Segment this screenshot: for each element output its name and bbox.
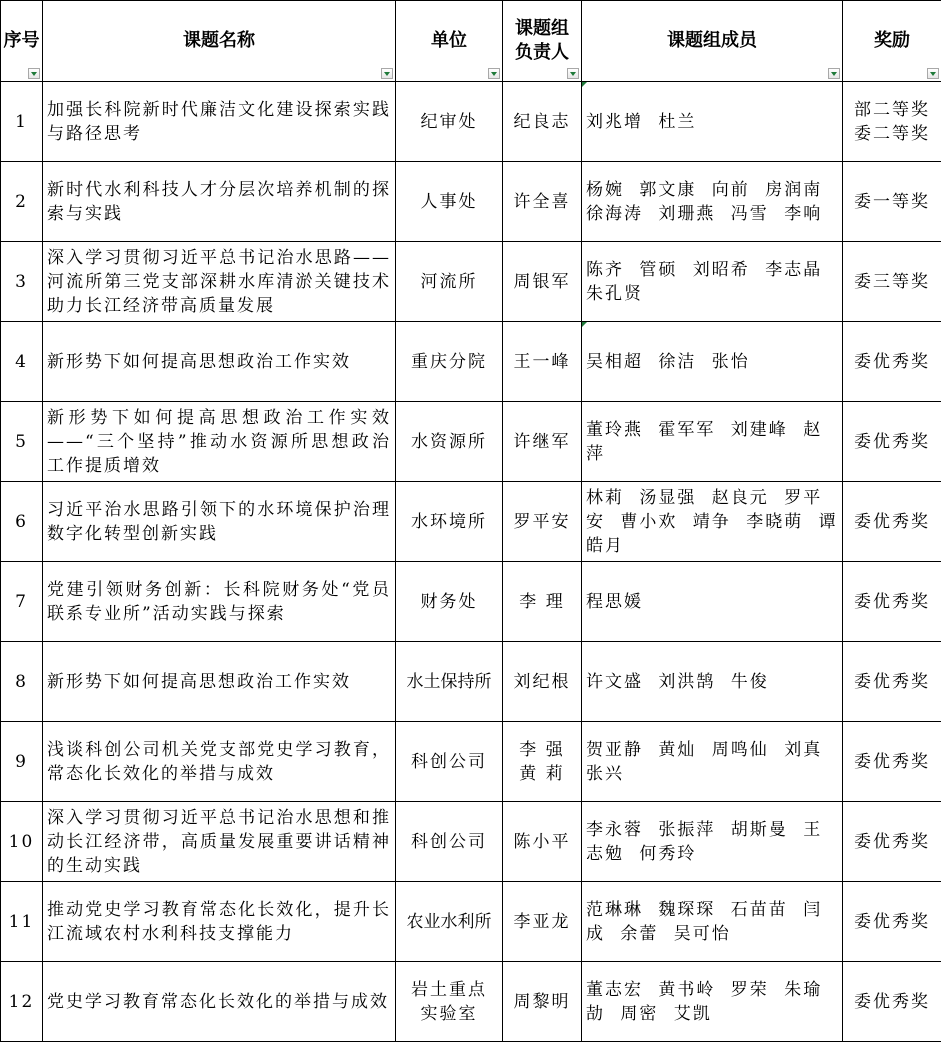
cell-award[interactable]: 委优秀奖	[843, 402, 941, 482]
cell-lead[interactable]: 王一峰	[503, 322, 582, 402]
cell-lead[interactable]: 李 强 黄 莉	[503, 722, 582, 802]
cell-no[interactable]: 11	[1, 882, 43, 962]
cell-title[interactable]: 深入学习贯彻习近平总书记治水思路——河流所第三党支部深耕水库清淤关键技术 助力长江经济带高质量发展	[43, 242, 396, 322]
cell-lead[interactable]: 纪良志	[503, 82, 582, 162]
cell-title[interactable]: 新时代水利科技人才分层次培养机制的探索与实践	[43, 162, 396, 242]
cell-title[interactable]: 党史学习教育常态化长效化的举措与成效	[43, 962, 396, 1042]
header-row	[1, 1, 941, 82]
filter-dropdown-icon[interactable]	[28, 68, 40, 79]
cell-no[interactable]: 12	[1, 962, 43, 1042]
cell-no[interactable]: 10	[1, 802, 43, 882]
header-unit-label: 单位	[431, 30, 467, 51]
cell-members[interactable]: 陈齐 管硕 刘昭希 李志晶 朱孔贤	[582, 242, 843, 322]
cell-members[interactable]: 董志宏 黄书岭 罗荣 朱瑜劼 周密 艾凯	[582, 962, 843, 1042]
cell-members[interactable]: 杨婉 郭文康 向前 房润南 徐海涛 刘珊燕 冯雪 李响	[582, 162, 843, 242]
cell-unit[interactable]: 岩土重点实验室	[396, 962, 503, 1042]
table-row	[1, 882, 941, 962]
cell-members[interactable]: 许文盛 刘洪鹄 牛俊	[582, 642, 843, 722]
header-members	[582, 1, 843, 82]
header-lead-label: 课题组负责人	[515, 18, 569, 63]
cell-award[interactable]: 部二等奖 委二等奖	[843, 82, 941, 162]
cell-unit[interactable]: 水环境所	[396, 482, 503, 562]
cell-members[interactable]: 范琳琳 魏琛琛 石苗苗 闫成 余蕾 吴可怡	[582, 882, 843, 962]
cell-award[interactable]: 委优秀奖	[843, 322, 941, 402]
cell-lead[interactable]: 陈小平	[503, 802, 582, 882]
cell-members[interactable]: 李永蓉 张振萍 胡斯曼 王志勉 何秀玲	[582, 802, 843, 882]
header-no	[1, 1, 43, 82]
cell-members[interactable]: 林莉 汤显强 赵良元 罗平安 曹小欢 靖争 李晓萌 谭皓月	[582, 482, 843, 562]
cell-title[interactable]: 推动党史学习教育常态化长效化，提升长江流域农村水利科技支撑能力	[43, 882, 396, 962]
cell-no[interactable]: 8	[1, 642, 43, 722]
cell-lead[interactable]: 周银军	[503, 242, 582, 322]
cell-lead[interactable]: 李亚龙	[503, 882, 582, 962]
cell-title[interactable]: 浅谈科创公司机关党支部党史学习教育，常态化长效化的举措与成效	[43, 722, 396, 802]
cell-no[interactable]: 3	[1, 242, 43, 322]
cell-title[interactable]: 加强长科院新时代廉洁文化建设探索实践与路径思考	[43, 82, 396, 162]
cell-no[interactable]: 5	[1, 402, 43, 482]
table-row	[1, 482, 941, 562]
table-row	[1, 722, 941, 802]
cell-award[interactable]: 委优秀奖	[843, 802, 941, 882]
header-no-label: 序号	[4, 30, 40, 51]
header-unit	[396, 1, 503, 82]
cell-award[interactable]: 委一等奖	[843, 162, 941, 242]
cell-members[interactable]: 吴相超 徐洁 张怡	[582, 322, 843, 402]
header-lead	[503, 1, 582, 82]
cell-title[interactable]: 党建引领财务创新：长科院财务处“党员联系专业所”活动实践与探索	[43, 562, 396, 642]
cell-title[interactable]: 新形势下如何提高思想政治工作实效——“三个坚持”推动水资源所思想政治工作提质增效	[43, 402, 396, 482]
cell-unit[interactable]: 科创公司	[396, 722, 503, 802]
table-row	[1, 322, 941, 402]
cell-unit[interactable]: 财务处	[396, 562, 503, 642]
cell-award[interactable]: 委优秀奖	[843, 722, 941, 802]
cell-award[interactable]: 委优秀奖	[843, 482, 941, 562]
cell-award[interactable]: 委优秀奖	[843, 562, 941, 642]
table-row	[1, 402, 941, 482]
filter-dropdown-icon[interactable]	[381, 68, 393, 79]
filter-dropdown-icon[interactable]	[828, 68, 840, 79]
header-title-label: 课题名称	[183, 30, 255, 51]
cell-title[interactable]: 新形势下如何提高思想政治工作实效	[43, 322, 396, 402]
cell-no[interactable]: 2	[1, 162, 43, 242]
cell-lead[interactable]: 许继军	[503, 402, 582, 482]
cell-award[interactable]: 委三等奖	[843, 242, 941, 322]
cell-no[interactable]: 6	[1, 482, 43, 562]
table-row	[1, 642, 941, 722]
cell-unit[interactable]: 科创公司	[396, 802, 503, 882]
cell-unit[interactable]: 河流所	[396, 242, 503, 322]
table-row	[1, 562, 941, 642]
cell-lead[interactable]: 许全喜	[503, 162, 582, 242]
cell-lead[interactable]: 刘纪根	[503, 642, 582, 722]
cell-unit[interactable]: 重庆分院	[396, 322, 503, 402]
cell-members[interactable]: 程思媛	[582, 562, 843, 642]
filter-dropdown-icon[interactable]	[567, 68, 579, 79]
cell-unit[interactable]: 人事处	[396, 162, 503, 242]
table-row	[1, 242, 941, 322]
cell-award[interactable]: 委优秀奖	[843, 882, 941, 962]
header-members-label: 课题组成员	[667, 30, 757, 51]
cell-unit[interactable]: 农业水利所	[396, 882, 503, 962]
cell-unit[interactable]: 纪审处	[396, 82, 503, 162]
cell-no[interactable]: 1	[1, 82, 43, 162]
table-row	[1, 802, 941, 882]
cell-title[interactable]: 深入学习贯彻习近平总书记治水思想和推动长江经济带，高质量发展重要讲话精神的生动实践	[43, 802, 396, 882]
cell-members[interactable]: 贺亚静 黄灿 周鸣仙 刘真 张兴	[582, 722, 843, 802]
cell-award[interactable]: 委优秀奖	[843, 962, 941, 1042]
cell-title[interactable]: 新形势下如何提高思想政治工作实效	[43, 642, 396, 722]
cell-unit[interactable]: 水资源所	[396, 402, 503, 482]
filter-dropdown-icon[interactable]	[488, 68, 500, 79]
header-award-label: 奖励	[874, 30, 910, 51]
table-row	[1, 162, 941, 242]
cell-lead[interactable]: 周黎明	[503, 962, 582, 1042]
filter-dropdown-icon[interactable]	[927, 68, 939, 79]
table-row	[1, 962, 941, 1042]
cell-no[interactable]: 9	[1, 722, 43, 802]
header-title	[43, 1, 396, 82]
cell-no[interactable]: 7	[1, 562, 43, 642]
header-award	[843, 1, 941, 82]
cell-lead[interactable]: 罗平安	[503, 482, 582, 562]
cell-award[interactable]: 委优秀奖	[843, 642, 941, 722]
cell-members[interactable]: 董玲燕 霍军军 刘建峰 赵萍	[582, 402, 843, 482]
cell-members[interactable]: 刘兆增 杜兰	[582, 82, 843, 162]
cell-lead[interactable]: 李 理	[503, 562, 582, 642]
cell-title[interactable]: 习近平治水思路引领下的水环境保护治理数字化转型创新实践	[43, 482, 396, 562]
table-row	[1, 82, 941, 162]
cell-unit[interactable]: 水土保持所	[396, 642, 503, 722]
cell-no[interactable]: 4	[1, 322, 43, 402]
